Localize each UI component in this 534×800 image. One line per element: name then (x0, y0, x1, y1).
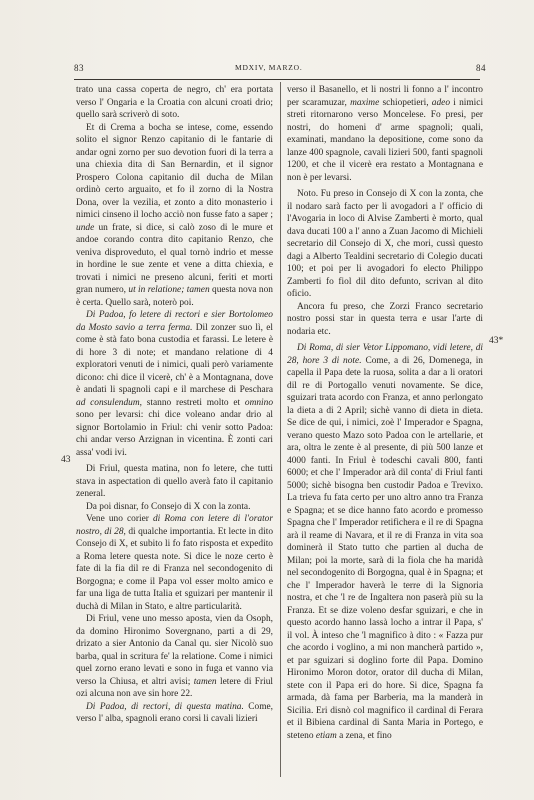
left-column (76, 84, 273, 726)
header-rule (74, 79, 480, 80)
paragraph: Ancora fu preso, che Zorzi Franco secretario nostro possi star in questa terra e usar l'arte di nodaria etc. (287, 301, 483, 337)
margin-note-left: 43 (61, 455, 71, 465)
paragraph: Et di Crema a bocha se intese, come, essendo solito el signor Renzo capitanio di le fantarie di andar ogni zorno per suo devotion fuori di la terra a una chiexia dita di San Bernardin, et il signor Prospero Colona capitanio dil ducha de Milan ordinò certo arguaito, et fo il zorno di la Nostra Dona, over la vezilia, et zonto a dito monasterio i nimici cinseno il locho acciò non fusse fato a saper ; unde un frate, si dice, si calò zoso di le mure et andoe corando contra dito capitanio Renzo, che veniva disproveduto, el qual tornò indrio et messe in hordine le sue zente et vene a ditta chiexia, e trovati i nimici ne preseno alcuni, feriti et morti gran numero, ut in relatione; tamen questa nova non è certa. Quello sarà, noterò poi. (76, 122, 273, 308)
paragraph: Di Padoa, di rectori, di questa matina. Come, verso l' alba, spagnoli erano corsi li cavali lizieri (76, 701, 274, 724)
right-column (287, 84, 483, 742)
column-divider (280, 82, 281, 777)
paragraph: Di Roma, di sier Vetor Lippomano, vidi letere, di 28, hore 3 di note. Come, a di 26, Domenega, in capella il Papa dete la ruosa, solita a dar a li oratori dil re di Portogallo venuti novamente. Se dice, sguizari trata acordo con Franza, et anno perlongato la dieta a di 2 April; sichè vanno di dieta in dieta. Se dice de qui, i nimici, zoè l' Imperador e Spagna, verano questo Mazo soto Padoa con le artellarie, et ara, oltra le zente è al presente, di più 500 lanze et 4000 fanti. In Friul è todeschi cavali 800, fanti 6000; et che l' Imperador arà dil conta' di Friul fanti 5000; sichè bisogna ben custodir Padoa e Trevixo. La trieva fu fata certo per uno altro anno tra Franza e Spagna; et se dice hanno fato acordo e promesso Spagna che l' Imperador retifichera e il re di Spagna arà il reame di Navara, et il re di Franza in vita soa dominerà il Stato tutto che partien al ducha de Milan; poi la morte, sarà di la fiola che ha maridà nel secondogenito di Borgogna, qual è in Spagna; et che l' Imperador haverà le terre di la Signoria nostra, et che 'l re de Ingaltera non paserà più su la Franza. Et se dize voleno desfar sguizari, e che in questo acordo hanno lassà locho a intrar il Papa, s' il vol. À inteso che 'l magnifico à dito : « Fazza pur che acordo i voglino, a mi non mancherà partido », et par sguizari si doglino forte dil Papa. Domino Hironimo Moron dotor, orator dil ducha di Milan, stete con il Papa eri do hore. Si dice, Spagna fa armada, dà fama per Barberia, ma la manderà in Sicilia. Eri disnò col magnifico il cardinal di Ferara et il Bibiena cardinal di Santa Maria in Portego, e steteno etiam a zena, et fino (287, 343, 483, 741)
paragraph: verso il Basanello, et li nostri li fonno a l' incontro per scaramuzar, maxime schiopetieri, adeo i nimici streti ritornarono verso Moncelese. Fo presi, per nostri, do homeni d' arme spagnoli; quali, examinati, mandano la depositione, come sono da lanze 400 spagnole, cavali lizieri 500, fanti spagnoli 1200, et che il vicerè era restato a Montagnana e non è per levarsi. (287, 85, 484, 183)
paragraph: Da poi disnar, fo Consejo di X con la zonta. (86, 501, 251, 512)
paragraph: Di Padoa, fo letere di rectori e sier Bortolomeo da Mosto savio a terra ferma. Dil zonzer suo lì, el come è stà fato bona custodia et farassi. Le letere è di hore 3 di note; et mandano relatione di 4 exploratori venuti de i nimici, quali però variamente dicono: chi dice il vicerè, ch' è a Montagnana, dove è andati li spagnoli capi e il marchese di Peschara ad consulendum, stanno restreti molto et omnino sono per levarsi: chi dice voleano andar drio al signor Bortolamio in Friul: chi venir sotto Padoa: chi andar verso Arzignan in vicentina. È zonti cari assa' vodi ivi. (76, 310, 274, 458)
paragraph: trato una cassa coperta de negro, ch' era portata verso l' Ongaria e la Croatia con alcuni croati drio; quello sarà scriverò di soto. (76, 85, 273, 120)
page-number-right: 84 (476, 63, 486, 73)
margin-note-right: 43* (489, 336, 504, 346)
running-title: MDXIV, MARZO. (235, 63, 303, 72)
paragraph: Vene uno corier di Roma con letere di l'orator nostro, di 28, di qualche importantia. Et lecte in dito Consejo di X, et subito li fo fato risposta et expedito a Roma letere questa note. Si dice le noze certo è fate di la fia dil re di Franza nel secondogenito di Borgogna; e come il Papa vol esser molto amico e far una liga de tutta Italia et sguizari per mantenir il duchà di Milan in Stato, e altre particularità. (76, 514, 274, 612)
page-number-left: 83 (74, 63, 84, 73)
paragraph: Di Friul, vene uno messo aposta, vien da Osoph, da domino Hironimo Sovergnano, parti a di 29, drizato a sier Antonio da Canal qu. sier Nicolò suo barba, qual in scritura fe' la relatione. Come i nimici quel zorno erano levati e sono in fuga et vanno via verso la Chiusa, et altri avisi; tamen letere di Friul ozi alcuna non ave sin hore 22. (76, 614, 273, 699)
paragraph: Noto. Fu preso in Consejo di X con la zonta, che il nodaro sarà facto per li avogadori a l' officio di l'Avogaria in loco di Alvise Zamberti è morto, qual dava ducati 100 a l' anno a Zuan Jacomo di Michieli secretario dil Consejo di X, che mori, cussì questo dagi a Alberto Tealdini secretario di Colegio ducati 100; et poi per li avogadori fo electo Philippo Zamberti fo fiol dil dito defunto, scrivan al dito oficio. (287, 189, 483, 299)
running-head (0, 63, 534, 77)
paragraph: Di Friul, questa matina, non fo letere, che tutti stava in aspectation di quello averà fato il capitanio zeneral. (76, 464, 273, 499)
